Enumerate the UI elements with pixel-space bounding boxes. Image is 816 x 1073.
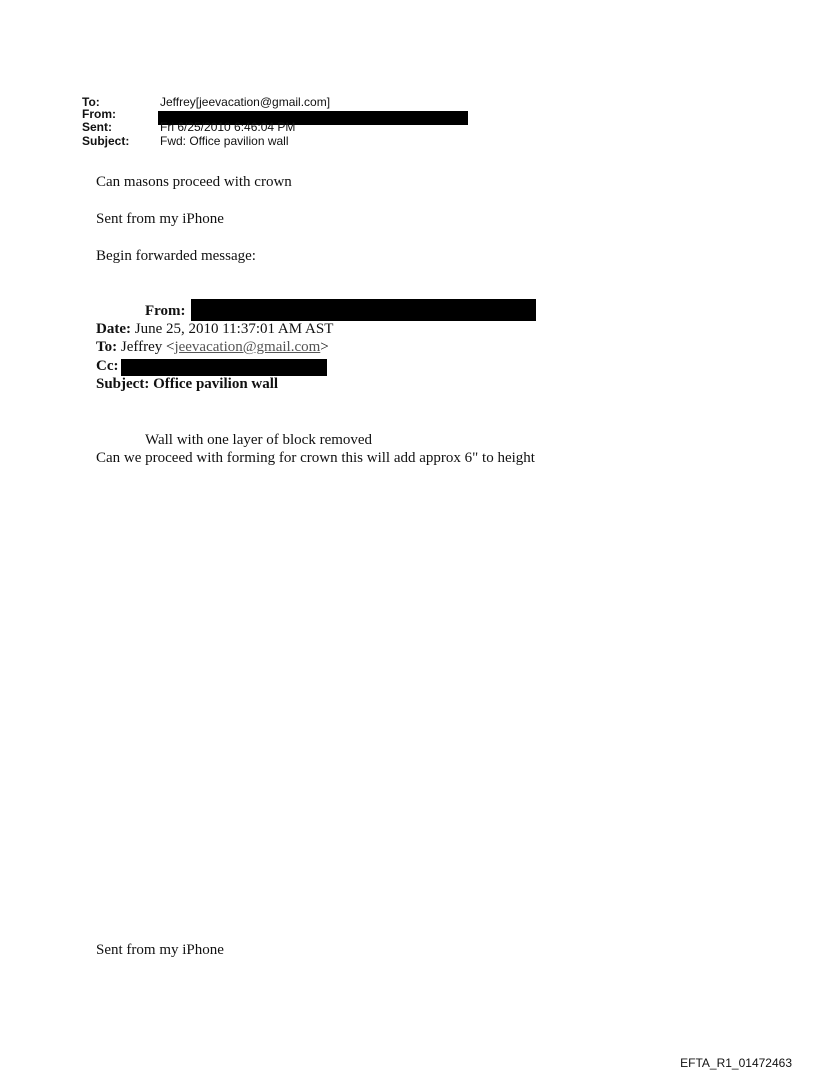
fwd-subject-label: Subject: <box>96 376 150 392</box>
body-forward-intro: Begin forwarded message: <box>96 248 256 264</box>
fwd-cc-label: Cc: <box>96 358 119 374</box>
fwd-date-value: June 25, 2010 11:37:01 AM AST <box>134 321 334 337</box>
header-sent-value: Fri 6/25/2010 6:46:04 PM <box>160 120 296 134</box>
document-id: EFTA_R1_01472463 <box>680 1056 792 1070</box>
fwd-message-line2: Can we proceed with forming for crown this will add approx 6" to height <box>96 450 535 466</box>
fwd-to-name: Jeffrey < <box>120 339 175 355</box>
fwd-cc-redaction <box>121 359 327 376</box>
fwd-to-email-link[interactable]: jeevacation@gmail.com <box>174 339 321 355</box>
body-line1: Can masons proceed with crown <box>96 174 292 190</box>
header-from-label: From: <box>82 107 116 121</box>
fwd-from-redaction <box>191 299 536 321</box>
fwd-date-label: Date: <box>96 321 131 337</box>
body-signature: Sent from my iPhone <box>96 211 224 227</box>
header-subject-value: Fwd: Office pavilion wall <box>160 134 289 148</box>
header-to-value: Jeffrey[jeevacation@gmail.com] <box>160 95 331 109</box>
fwd-from-label: From: <box>145 303 186 319</box>
fwd-to-label: To: <box>96 339 118 355</box>
fwd-to-close: > <box>320 339 329 355</box>
fwd-to-row <box>96 339 329 356</box>
fwd-subject-row <box>96 376 278 393</box>
fwd-signature: Sent from my iPhone <box>96 942 224 958</box>
fwd-subject-value: Office pavilion wall <box>153 376 279 392</box>
header-subject-label: Subject: <box>82 134 130 148</box>
header-to-label: To: <box>82 95 100 109</box>
header-sent-label: Sent: <box>82 120 112 134</box>
fwd-message-line1: Wall with one layer of block removed <box>145 432 373 448</box>
fwd-date-row <box>96 321 333 338</box>
